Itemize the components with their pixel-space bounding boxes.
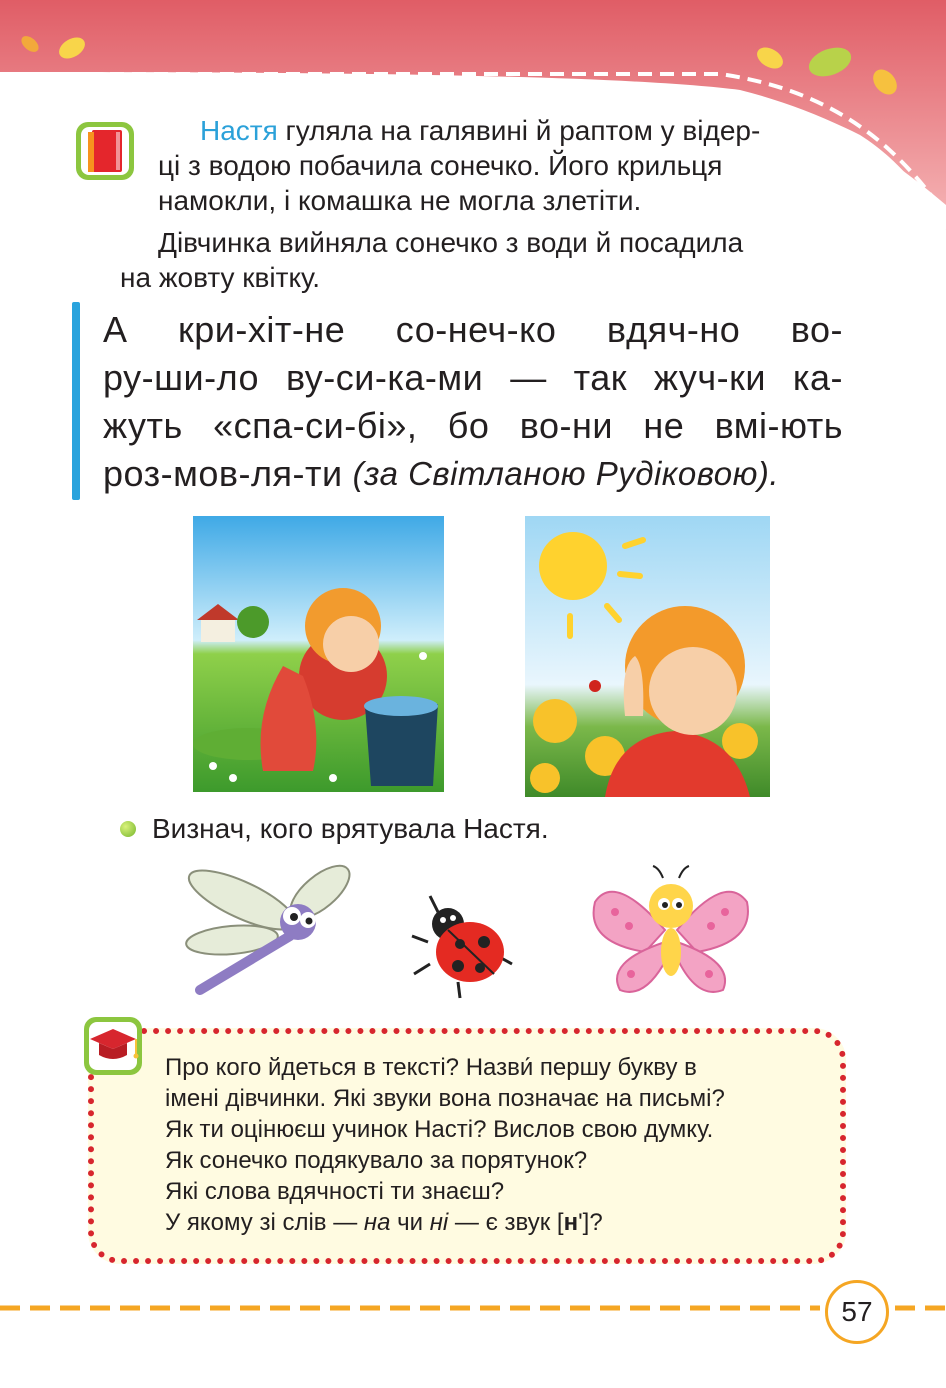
word: во-ни <box>519 405 613 446</box>
question-line: Як сонечко подякувало за порятунок? <box>165 1147 588 1174</box>
question-fragment: ']? <box>578 1209 603 1236</box>
butterfly-icon[interactable] <box>585 862 755 1000</box>
syllable-text <box>103 306 843 498</box>
green-dot-icon <box>120 821 136 837</box>
word: роз-мов-ля-ти <box>103 453 343 494</box>
task-line <box>120 813 549 845</box>
example-word: на <box>363 1209 391 1236</box>
word: вдяч-но <box>606 309 741 350</box>
example-word: ні <box>429 1209 449 1236</box>
question-fragment: У якому зі слів — <box>165 1209 364 1236</box>
quote-bar <box>72 302 80 500</box>
question-line: імені дівчинки. Які звуки вона позначає на письмі? <box>165 1085 725 1112</box>
question-line: Як ти оцінюєш учинок Насті? Вислов свою думку. <box>165 1116 714 1143</box>
word: ка- <box>792 357 843 398</box>
author-credit: (за Світланою Рудіковою). <box>352 455 780 492</box>
name-highlight: Настя <box>200 115 278 146</box>
task-text: Визнач, кого врятувала Настя. <box>152 813 549 844</box>
question-fragment: чи <box>390 1209 430 1236</box>
footer-dashed-line <box>0 1305 946 1311</box>
ladybug-icon[interactable] <box>408 892 518 1002</box>
word: так <box>573 357 627 398</box>
question-line: Які слова вдячності ти знаєш? <box>165 1178 505 1205</box>
text-line: гуляла на галявині й раптом у відер- <box>277 115 761 146</box>
graduation-cap-icon <box>82 1015 144 1077</box>
word: «спа-си-бі», <box>213 405 418 446</box>
question-line: Про кого йдеться в тексті? Назви́ першу букву в <box>165 1054 697 1081</box>
word: со-неч-ко <box>395 309 557 350</box>
word: во- <box>790 309 843 350</box>
word: не <box>643 405 685 446</box>
word: — <box>510 357 547 398</box>
text-line: на жовту квітку. <box>120 262 321 293</box>
question-line <box>165 1207 845 1238</box>
waving-girl-illustration <box>525 516 770 797</box>
question-fragment: — є звук [ <box>448 1209 564 1236</box>
red-book-icon <box>74 120 136 182</box>
sound-letter: н <box>563 1209 579 1236</box>
word: вмі-ють <box>714 405 843 446</box>
dragonfly-icon[interactable] <box>182 862 364 1002</box>
word: ру-ши-ло <box>103 357 260 398</box>
text-line: ці з водою побачила сонечко. Його крильця <box>158 150 723 181</box>
page-number: 57 <box>825 1280 889 1344</box>
text-line: намокли, і комашка не могла злетіти. <box>158 185 642 216</box>
text-line: Дівчинка вийняла сонечко з води й посадила <box>158 227 744 258</box>
word: кри-хіт-не <box>178 309 346 350</box>
word: жуть <box>103 405 183 446</box>
word: А <box>103 309 128 350</box>
questions-text <box>165 1052 845 1238</box>
girl-at-bucket-illustration <box>193 516 444 792</box>
word: жуч-ки <box>653 357 766 398</box>
story-paragraph-1 <box>158 113 848 218</box>
story-paragraph-2 <box>120 225 840 295</box>
word: бо <box>447 405 490 446</box>
word: ву-си-ка-ми <box>285 357 484 398</box>
